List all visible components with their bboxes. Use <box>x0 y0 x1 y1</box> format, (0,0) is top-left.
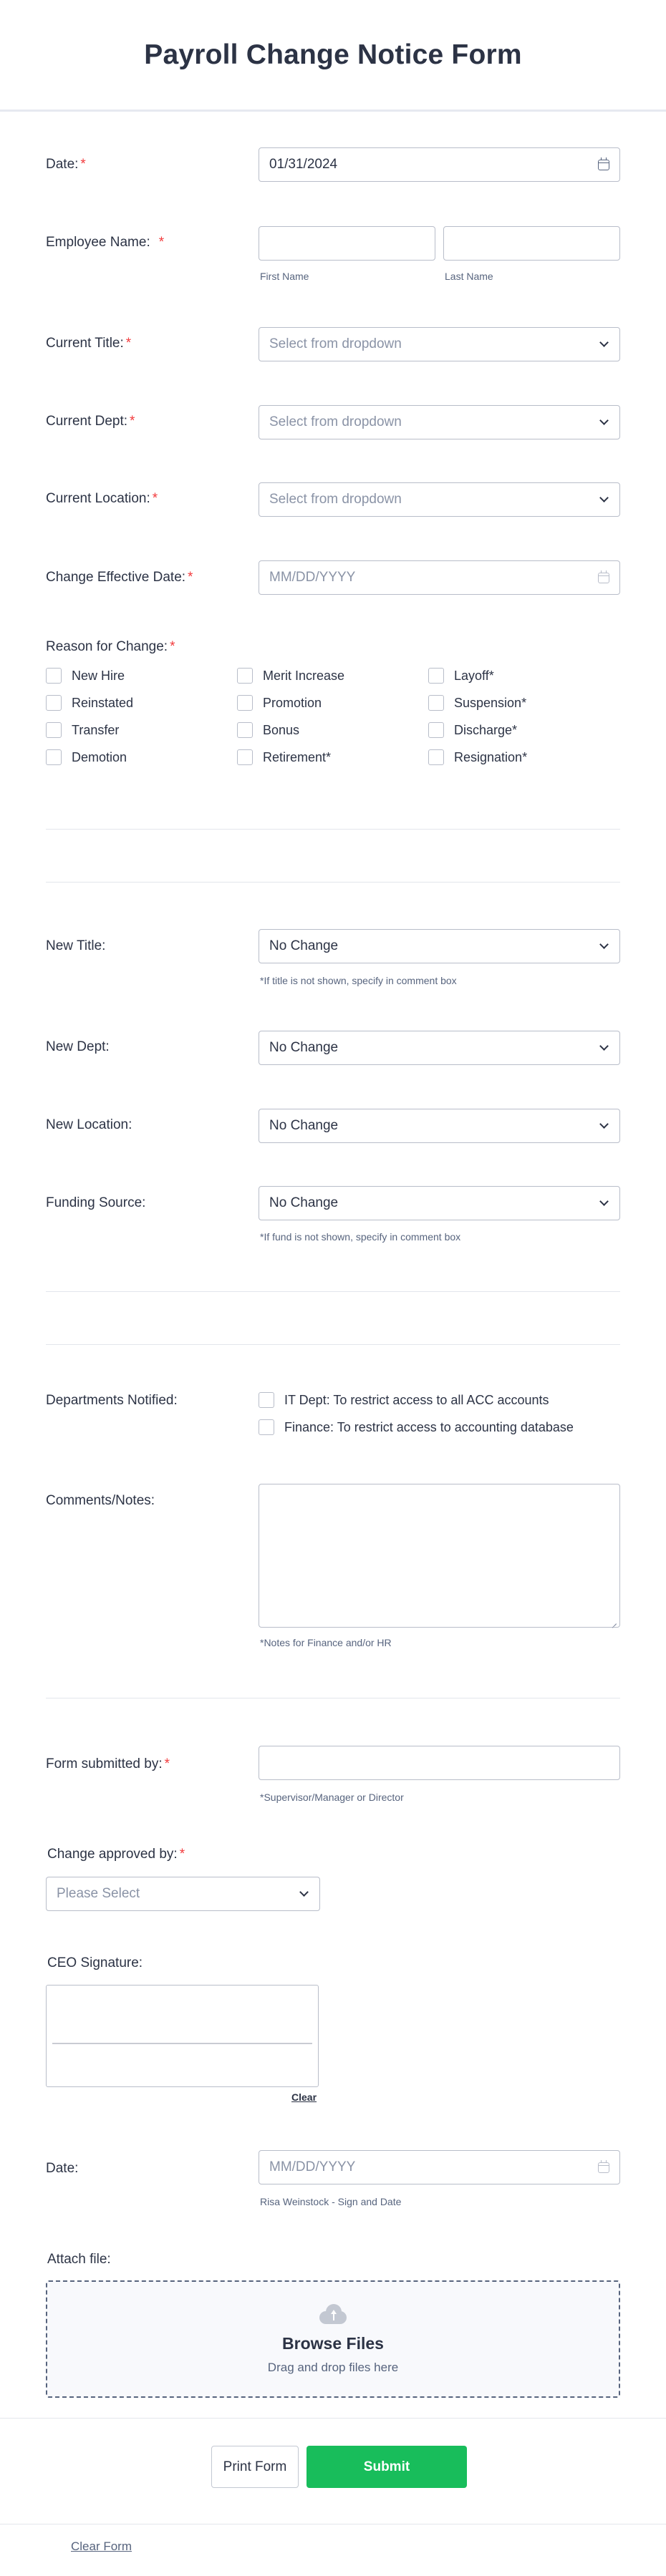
print-form-button[interactable]: Print Form <box>211 2446 299 2488</box>
reason-checkbox[interactable]: Transfer <box>46 722 119 738</box>
chevron-down-icon <box>296 1887 311 1901</box>
footer-divider <box>0 2418 666 2419</box>
date-label: Date: * <box>46 157 86 172</box>
chevron-down-icon <box>597 939 611 953</box>
current-dept-select[interactable]: Select from dropdown <box>259 405 620 439</box>
reason-checkbox[interactable]: Bonus <box>237 722 299 738</box>
current-title-label: Current Title: * <box>46 336 132 351</box>
drag-drop-hint: Drag and drop files here <box>267 2360 399 2374</box>
divider <box>46 1344 620 1345</box>
dept-notified-checkbox-finance[interactable]: Finance: To restrict access to accounting database <box>259 1419 574 1435</box>
new-dept-select[interactable]: No Change <box>259 1031 620 1065</box>
cloud-upload-icon <box>317 2304 349 2324</box>
employee-name-label: Employee Name: * <box>46 235 165 250</box>
submitted-by-input[interactable] <box>259 1746 620 1780</box>
checkbox-box[interactable] <box>428 668 444 684</box>
new-dept-label: New Dept: <box>46 1039 110 1054</box>
new-title-label: New Title: <box>46 938 106 953</box>
checkbox-box[interactable] <box>428 695 444 711</box>
form-title: Payroll Change Notice Form <box>144 39 522 70</box>
approved-by-label: Change approved by: * <box>47 1847 185 1862</box>
dept-notified-checkbox-it[interactable]: IT Dept: To restrict access to all ACC accounts <box>259 1392 549 1408</box>
date2-note: Risa Weinstock - Sign and Date <box>260 2196 402 2207</box>
reason-checkbox[interactable]: Promotion <box>237 695 322 711</box>
current-location-select[interactable]: Select from dropdown <box>259 482 620 517</box>
chevron-down-icon <box>597 415 611 429</box>
submitted-by-note: *Supervisor/Manager or Director <box>260 1792 404 1803</box>
checkbox-box[interactable] <box>46 722 62 738</box>
reason-checkbox[interactable]: Layoff* <box>428 668 494 684</box>
submitted-by-label: Form submitted by: * <box>46 1756 170 1771</box>
reason-checkbox[interactable]: Merit Increase <box>237 668 344 684</box>
checkbox-box[interactable] <box>237 668 253 684</box>
checkbox-box[interactable] <box>428 722 444 738</box>
checkbox-box[interactable] <box>237 695 253 711</box>
reason-checkbox[interactable]: Retirement* <box>237 749 331 765</box>
checkbox-box[interactable] <box>46 695 62 711</box>
browse-files-button[interactable]: Browse Files <box>282 2333 384 2353</box>
divider <box>46 882 620 883</box>
calendar-icon[interactable] <box>597 2160 611 2174</box>
change-effective-date-input[interactable]: MM/DD/YYYY <box>259 560 620 595</box>
first-name-input[interactable] <box>259 226 435 261</box>
reason-checkbox[interactable]: Resignation* <box>428 749 527 765</box>
approved-by-select[interactable]: Please Select <box>46 1877 320 1911</box>
reason-label: Reason for Change: * <box>46 639 175 654</box>
form-header <box>0 0 666 112</box>
new-location-select[interactable]: No Change <box>259 1109 620 1143</box>
checkbox-box[interactable] <box>46 749 62 765</box>
divider <box>46 829 620 830</box>
funding-source-note: *If fund is not shown, specify in comment box <box>260 1231 461 1243</box>
calendar-icon[interactable] <box>597 570 611 585</box>
attach-file-label: Attach file: <box>47 2252 111 2267</box>
chevron-down-icon <box>597 1041 611 1055</box>
signature-line <box>52 2043 312 2044</box>
last-name-input[interactable] <box>443 226 620 261</box>
date2-input[interactable]: MM/DD/YYYY <box>259 2150 620 2184</box>
signature-clear-link[interactable]: Clear <box>291 2091 317 2103</box>
funding-source-label: Funding Source: <box>46 1195 146 1210</box>
comments-note: *Notes for Finance and/or HR <box>260 1637 392 1648</box>
new-title-note: *If title is not shown, specify in comment box <box>260 975 457 986</box>
change-effective-date-label: Change Effective Date: * <box>46 570 193 585</box>
checkbox-box[interactable] <box>259 1419 274 1435</box>
new-location-label: New Location: <box>46 1117 132 1132</box>
date2-label: Date: <box>46 2161 79 2176</box>
chevron-down-icon <box>597 1119 611 1133</box>
first-name-sublabel: First Name <box>260 271 309 282</box>
funding-source-select[interactable]: No Change <box>259 1186 620 1220</box>
chevron-down-icon <box>597 1196 611 1210</box>
checkbox-box[interactable] <box>46 668 62 684</box>
departments-notified-label: Departments Notified: <box>46 1393 178 1408</box>
reason-checkbox[interactable]: New Hire <box>46 668 125 684</box>
date-input[interactable]: 01/31/2024 <box>259 147 620 182</box>
checkbox-box[interactable] <box>428 749 444 765</box>
reason-checkbox[interactable]: Discharge* <box>428 722 517 738</box>
current-dept-label: Current Dept: * <box>46 414 135 429</box>
reason-checkbox[interactable]: Suspension* <box>428 695 526 711</box>
ceo-signature-label: CEO Signature: <box>47 1955 143 1970</box>
new-title-select[interactable]: No Change <box>259 929 620 963</box>
ceo-signature-pad[interactable] <box>46 1985 319 2087</box>
checkbox-box[interactable] <box>237 722 253 738</box>
comments-label: Comments/Notes: <box>46 1493 155 1508</box>
file-upload-dropzone[interactable] <box>46 2280 620 2398</box>
reason-checkbox[interactable]: Demotion <box>46 749 127 765</box>
checkbox-box[interactable] <box>237 749 253 765</box>
reason-checkbox[interactable]: Reinstated <box>46 695 133 711</box>
comments-textarea[interactable] <box>259 1484 620 1628</box>
current-title-select[interactable]: Select from dropdown <box>259 327 620 361</box>
chevron-down-icon <box>597 337 611 351</box>
last-name-sublabel: Last Name <box>445 271 493 282</box>
chevron-down-icon <box>597 492 611 507</box>
divider <box>46 1291 620 1292</box>
clear-form-link[interactable]: Clear Form <box>71 2539 132 2553</box>
current-location-label: Current Location: * <box>46 491 158 506</box>
submit-button[interactable]: Submit <box>307 2446 467 2488</box>
checkbox-box[interactable] <box>259 1392 274 1408</box>
calendar-icon[interactable] <box>597 157 611 172</box>
resize-handle-icon[interactable] <box>610 1618 617 1625</box>
